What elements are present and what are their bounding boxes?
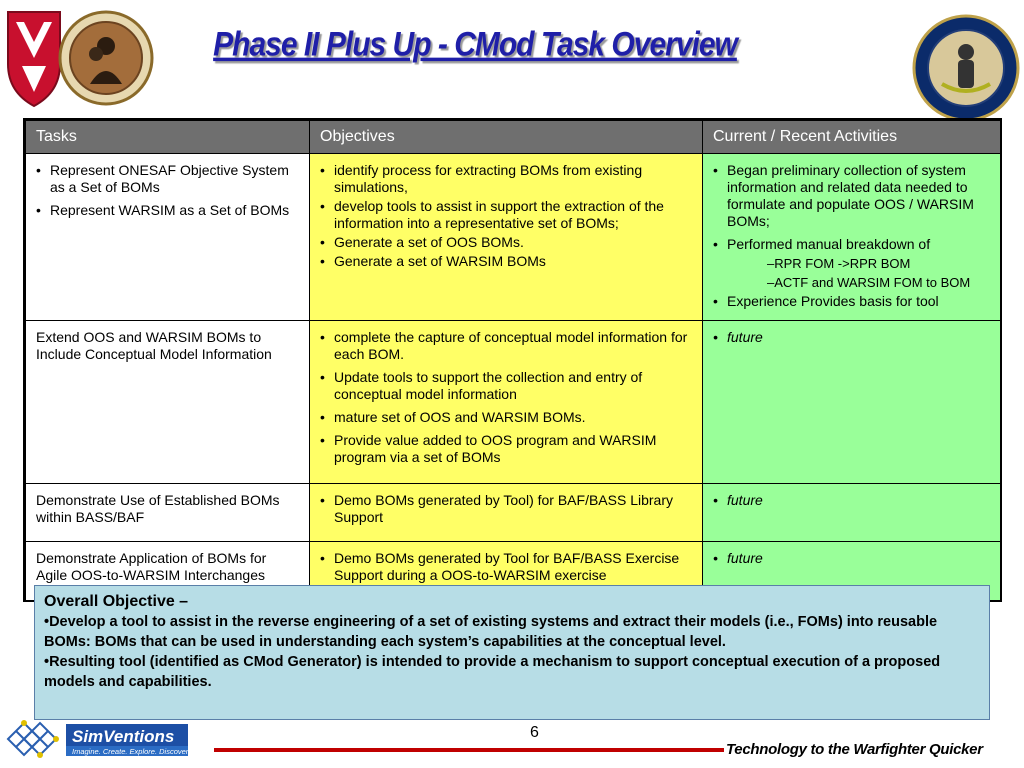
objectives-cell [310,484,703,542]
list-item: • Represent ONESAF Objective System as a Set of BOMs [36,162,299,196]
list-item: • develop tools to assist in support the extraction of the information into a representative set of BOMs; [320,198,692,232]
header-tasks: Tasks [26,121,310,154]
objectives-cell [310,154,703,321]
list-item: • identify process for extracting BOMs from existing simulations, [320,162,692,196]
list-subitem: –ACTF and WARSIM FOM to BOM [767,275,971,290]
list-item: • Demo BOMs generated by Tool) for BAF/BASS Library Support [320,492,692,526]
footer-divider [214,748,724,752]
objectives-cell [310,321,703,484]
page-title: Phase II Plus Up - CMod Task Overview [213,25,737,64]
simventions-logo-icon [2,712,212,766]
table-row [26,484,1001,542]
table-row [26,321,1001,484]
overall-objective-heading: Overall Objective – [44,593,189,610]
task-cell [26,154,310,321]
page-number: 6 [530,724,539,741]
activities-cell [703,321,1001,484]
list-item: • Performed manual breakdown of [713,236,990,253]
task-cell: Extend OOS and WARSIM BOMs to Include Conceptual Model Information [26,321,310,484]
activities-cell [703,154,1001,321]
table-row [26,154,1001,321]
list-item: • Generate a set of OOS BOMs. [320,234,692,251]
overall-objective-point: •Develop a tool to assist in the reverse engineering of a set of existing systems and extract their models (i.e., FOMs) into reusable BOMs: BOMs that can be used in understanding each system’s capabilities at the conceptual level. [44,614,938,650]
footer-tagline: Technology to the Warfighter Quicker [726,741,983,758]
header-objectives: Objectives [310,121,703,154]
header-activities: Current / Recent Activities [703,121,1001,154]
task-cell: Demonstrate Use of Established BOMs within BASS/BAF [26,484,310,542]
activities-cell [703,484,1001,542]
list-item: • future [713,492,990,509]
list-item: • Provide value added to OOS program and WARSIM program via a set of BOMs [320,432,692,466]
list-item: • Generate a set of WARSIM BOMs [320,253,692,270]
list-item: • future [713,329,990,346]
overall-objective-point: •Resulting tool (identified as CMod Generator) is intended to provide a mechanism to support conceptual execution of a proposed models and capabilities. [44,654,941,690]
footer-logo-tagline: Imagine. Create. Explore. Discover. [72,747,191,756]
list-item: • Represent WARSIM as a Set of BOMs [36,202,299,219]
list-item: • Began preliminary collection of system information and related data needed to formulate and populate OOS / WARSIM BOMs; [713,162,990,230]
list-item: • Demo BOMs generated by Tool for BAF/BASS Exercise Support during a OOS-to-WARSIM exercise [320,550,692,584]
list-item: • mature set of OOS and WARSIM BOMs. [320,409,692,426]
army-logo-icon [4,2,154,114]
task-cell: Demonstrate Application of BOMs for Agile OOS-to-WARSIM Interchanges [26,542,310,603]
overall-objective-box [34,585,990,720]
simulation-center-seal-icon [912,14,1020,122]
list-item: • future [713,550,990,567]
list-subitem: –RPR FOM ->RPR BOM [767,256,911,271]
footer-logo-name: SimVentions [72,727,175,746]
list-item: • Update tools to support the collection and entry of conceptual model information [320,369,692,403]
list-item: • Experience Provides basis for tool [713,293,990,310]
list-item: • complete the capture of conceptual model information for each BOM. [320,329,692,363]
task-table [23,118,1002,602]
